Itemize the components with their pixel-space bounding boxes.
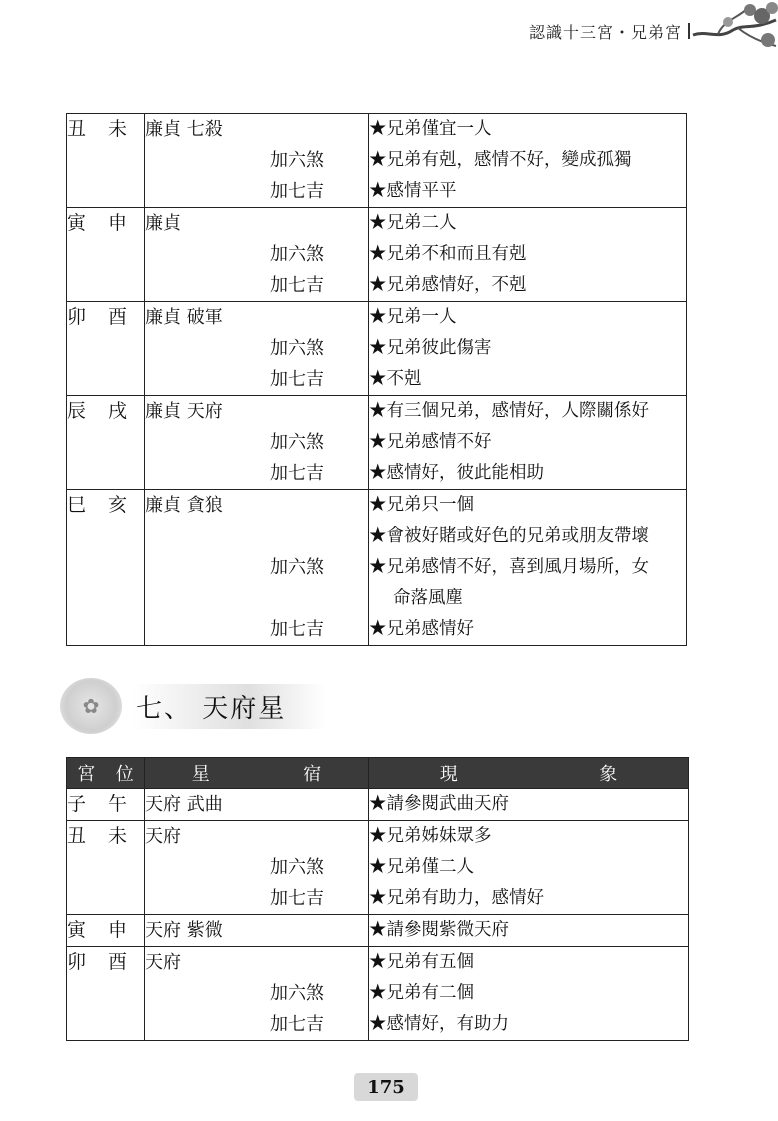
phenomenon-line: ★請參閱紫微天府 — [369, 920, 509, 940]
table-row — [67, 490, 687, 646]
header-phen — [369, 758, 689, 789]
palace-branch: 酉 — [108, 951, 128, 973]
palace-position-cell — [67, 789, 145, 821]
phenomenon-cell — [369, 915, 689, 947]
palace-position-cell — [67, 821, 145, 915]
star-names: 廉貞 — [145, 213, 181, 234]
phenomenon-line: ★感情好，有助力 — [369, 1014, 509, 1034]
star-line — [145, 114, 368, 145]
palace-branch: 卯 — [67, 951, 87, 973]
phenomenon-line: ★兄弟感情好，不剋 — [369, 275, 527, 295]
table-tianfu — [66, 757, 689, 1041]
palace-position — [67, 114, 144, 145]
seal-icon: ✿ — [60, 678, 122, 734]
phenomenon-line: ★感情平平 — [369, 181, 457, 201]
star-line — [145, 396, 368, 427]
star-cell — [145, 915, 369, 947]
modifier-label: 加七吉 — [270, 463, 324, 484]
phenomenon-line: ★請參閱武曲天府 — [369, 794, 509, 814]
modifier-label: 加七吉 — [270, 275, 324, 296]
star-line — [145, 364, 368, 395]
phenomenon-line: ★兄弟彼此傷害 — [369, 338, 492, 358]
phenomenon-cell — [369, 490, 687, 646]
star-line — [145, 458, 368, 489]
star-line — [145, 176, 368, 207]
header-stars — [145, 758, 369, 789]
palace-position — [67, 915, 144, 946]
table-row — [67, 789, 689, 821]
header-pos-char: 宮 — [77, 764, 96, 785]
palace-branch: 寅 — [67, 919, 87, 941]
star-line — [145, 978, 368, 1009]
star-names: 天府 — [145, 952, 181, 973]
palace-branch: 巳 — [67, 494, 87, 516]
palace-position — [67, 947, 144, 978]
phenomenon-line: ★兄弟感情不好，喜到風月場所，女 — [369, 557, 649, 577]
palace-branch: 戌 — [108, 400, 128, 422]
star-line — [145, 239, 368, 270]
star-line — [145, 145, 368, 176]
phenomenon-cell — [369, 396, 687, 490]
star-cell — [145, 947, 369, 1041]
palace-branch: 申 — [108, 212, 128, 234]
header-pos-char: 位 — [115, 764, 134, 785]
phenomenon-cell — [369, 114, 687, 208]
header-stars-char: 宿 — [303, 764, 322, 785]
table-lianzhen — [66, 113, 687, 646]
phenomenon-cell — [369, 208, 687, 302]
table-row — [67, 302, 687, 396]
running-header — [500, 18, 690, 44]
palace-branch: 寅 — [67, 212, 87, 234]
star-names: 廉貞 貪狼 — [145, 495, 223, 516]
star-names: 廉貞 七殺 — [145, 119, 223, 140]
phenomenon-line: ★兄弟有助力，感情好 — [369, 888, 544, 908]
section-title: 七、 天府星 — [132, 684, 326, 729]
modifier-label: 加六煞 — [270, 557, 324, 578]
phenomenon-line: ★兄弟一人 — [369, 307, 457, 327]
modifier-label: 加七吉 — [270, 888, 324, 909]
palace-branch: 酉 — [108, 306, 128, 328]
star-line — [145, 614, 368, 645]
star-line — [145, 333, 368, 364]
header-pos — [67, 758, 145, 789]
table-row — [67, 915, 689, 947]
phenomenon-line: ★兄弟只一個 — [369, 495, 474, 515]
palace-branch: 子 — [67, 793, 87, 815]
star-line — [145, 789, 368, 820]
palace-position-cell — [67, 396, 145, 490]
modifier-label: 加六煞 — [270, 432, 324, 453]
palace-position — [67, 208, 144, 239]
star-line — [145, 427, 368, 458]
palace-position-cell — [67, 947, 145, 1041]
phenomenon-line: 命落風塵 — [393, 588, 463, 608]
modifier-label: 加六煞 — [270, 857, 324, 878]
star-line — [145, 583, 368, 614]
star-line — [145, 883, 368, 914]
palace-position-cell — [67, 490, 145, 646]
palace-position — [67, 396, 144, 427]
running-header-title: 認識十三宮・兄弟宮 — [528, 22, 682, 42]
phenomenon-line: ★有三個兄弟，感情好，人際關係好 — [369, 401, 649, 421]
table-row — [67, 821, 689, 915]
palace-branch: 未 — [108, 118, 128, 140]
star-names: 天府 — [145, 826, 181, 847]
star-line — [145, 1009, 368, 1040]
star-cell — [145, 208, 369, 302]
table-row — [67, 396, 687, 490]
star-names: 廉貞 天府 — [145, 401, 223, 422]
star-cell — [145, 396, 369, 490]
star-cell — [145, 821, 369, 915]
modifier-label: 加六煞 — [270, 983, 324, 1004]
table-row — [67, 947, 689, 1041]
star-line — [145, 852, 368, 883]
table-row — [67, 114, 687, 208]
phenomenon-line: ★兄弟感情不好 — [369, 432, 492, 452]
table-row — [67, 208, 687, 302]
palace-position-cell — [67, 302, 145, 396]
modifier-label: 加七吉 — [270, 369, 324, 390]
phenomenon-cell — [369, 821, 689, 915]
star-cell — [145, 490, 369, 646]
modifier-label: 加七吉 — [270, 181, 324, 202]
phenomenon-line: ★兄弟不和而且有剋 — [369, 244, 527, 264]
star-cell — [145, 114, 369, 208]
phenomenon-line: ★兄弟感情好 — [369, 619, 474, 639]
star-cell — [145, 302, 369, 396]
header-phen-char: 現 — [439, 764, 458, 785]
palace-branch: 未 — [108, 825, 128, 847]
palace-branch: 亥 — [108, 494, 128, 516]
palace-position — [67, 302, 144, 333]
modifier-label: 加七吉 — [270, 1014, 324, 1035]
phenomenon-cell — [369, 947, 689, 1041]
star-names: 天府 武曲 — [145, 794, 223, 815]
modifier-label: 加六煞 — [270, 244, 324, 265]
star-line — [145, 302, 368, 333]
phenomenon-line: ★不剋 — [369, 369, 422, 389]
star-cell — [145, 789, 369, 821]
palace-branch: 午 — [108, 793, 128, 815]
palace-position-cell — [67, 114, 145, 208]
phenomenon-line: ★會被好賭或好色的兄弟或朋友帶壞 — [369, 526, 649, 546]
palace-branch: 卯 — [67, 306, 87, 328]
star-names: 天府 紫微 — [145, 920, 223, 941]
star-line — [145, 270, 368, 301]
palace-position-cell — [67, 915, 145, 947]
star-line — [145, 821, 368, 852]
palace-branch: 丑 — [67, 825, 87, 847]
modifier-label: 加七吉 — [270, 619, 324, 640]
star-names: 廉貞 破軍 — [145, 307, 223, 328]
tree-decoration-icon — [688, 0, 778, 55]
phenomenon-cell — [369, 789, 689, 821]
star-line — [145, 208, 368, 239]
page-number: 175 — [354, 1073, 418, 1101]
star-line — [145, 947, 368, 978]
phenomenon-cell — [369, 302, 687, 396]
phenomenon-line: ★兄弟有五個 — [369, 952, 474, 972]
section-heading — [60, 676, 390, 736]
palace-position — [67, 821, 144, 852]
star-line — [145, 521, 368, 552]
modifier-label: 加六煞 — [270, 338, 324, 359]
phenomenon-line: ★感情好，彼此能相助 — [369, 463, 544, 483]
modifier-label: 加六煞 — [270, 150, 324, 171]
palace-position-cell — [67, 208, 145, 302]
table-header-row — [67, 758, 689, 789]
palace-branch: 申 — [108, 919, 128, 941]
phenomenon-line: ★兄弟二人 — [369, 213, 457, 233]
header-phen-char: 象 — [599, 764, 618, 785]
star-line — [145, 915, 368, 946]
phenomenon-line: ★兄弟有剋，感情不好，變成孤獨 — [369, 150, 632, 170]
star-line — [145, 490, 368, 521]
phenomenon-line: ★兄弟有二個 — [369, 983, 474, 1003]
phenomenon-line: ★兄弟姊妹眾多 — [369, 826, 492, 846]
header-stars-char: 星 — [191, 764, 210, 785]
phenomenon-line: ★兄弟僅宜一人 — [369, 119, 492, 139]
palace-position — [67, 789, 144, 820]
palace-branch: 丑 — [67, 118, 87, 140]
palace-position — [67, 490, 144, 521]
star-line — [145, 552, 368, 583]
phenomenon-line: ★兄弟僅二人 — [369, 857, 474, 877]
palace-branch: 辰 — [67, 400, 87, 422]
